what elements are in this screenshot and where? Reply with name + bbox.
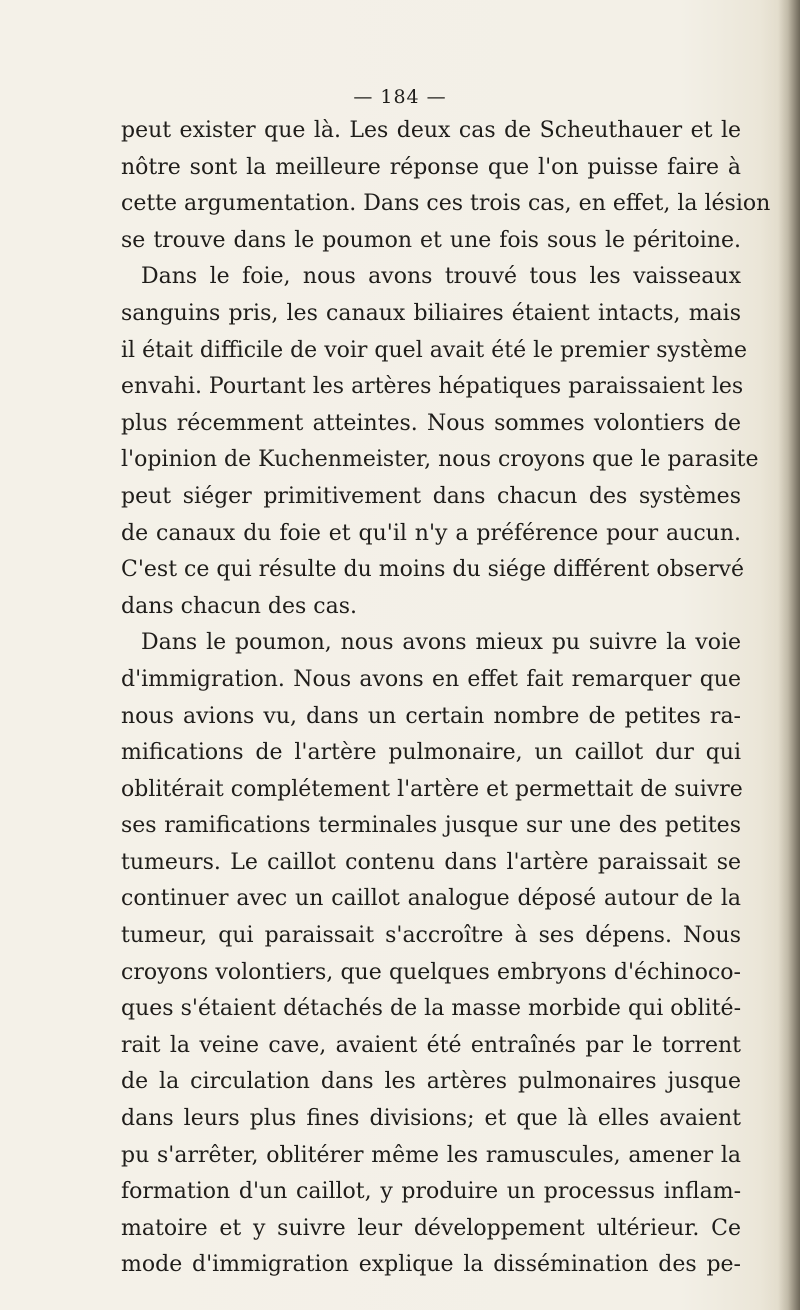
text-line: Dans le foie, nous avons trouvé tous les vaisseaux	[141, 264, 741, 290]
text-line: sanguins pris, les canaux biliaires étaient intacts, mais	[121, 300, 741, 326]
text-line: envahi. Pourtant les artères hépatiques paraissaient les	[121, 374, 744, 400]
text-line: dans chacun des cas.	[121, 593, 358, 619]
text-line: tumeur, qui paraissait s'accroître à ses dépens. Nous	[121, 923, 741, 949]
text-line: oblitérait complétement l'artère et permettait de suivre	[121, 776, 743, 802]
text-line: rait la veine cave, avaient été entraînés par le torrent	[121, 1032, 741, 1058]
text-line: C'est ce qui résulte du moins du siége différent observé	[121, 557, 744, 583]
text-line: peut exister que là. Les deux cas de Scheuthauer et le	[121, 118, 741, 143]
text-line: ses ramifications terminales jusque sur une des petites	[121, 813, 741, 839]
text-line: peut siéger primitivement dans chacun des systèmes	[121, 483, 741, 509]
text-line: nôtre sont la meilleure réponse que l'on puisse faire à	[121, 154, 741, 180]
text-line: cette argumentation. Dans ces trois cas, en effet, la lésion	[121, 191, 771, 217]
body-text	[121, 113, 771, 1284]
text-line: d'immigration. Nous avons en effet fait remarquer que	[121, 666, 741, 692]
text-line: croyons volontiers, que quelques embryons d'échinoco-	[121, 959, 741, 985]
text-line: tumeurs. Le caillot contenu dans l'artère paraissait se	[121, 849, 741, 875]
page-number: — 184 —	[353, 86, 447, 108]
text-line: se trouve dans le poumon et une fois sous le péritoine.	[121, 227, 741, 253]
text-line: de canaux du foie et qu'il n'y a préférence pour aucun.	[121, 520, 741, 546]
text-line: de la circulation dans les artères pulmonaires jusque	[121, 1069, 741, 1095]
text-line: il était difficile de voir quel avait été le premier système	[121, 337, 747, 363]
text-line: mode d'immigration explique la dissémination des pe-	[121, 1252, 741, 1278]
text-line: continuer avec un caillot analogue déposé autour de la	[121, 886, 741, 912]
text-line: dans leurs plus fines divisions; et que là elles avaient	[121, 1106, 741, 1132]
text-line: mifications de l'artère pulmonaire, un caillot dur qui	[121, 740, 741, 766]
text-line: matoire et y suivre leur développement ultérieur. Ce	[121, 1215, 741, 1241]
page-edge-shadow	[778, 0, 800, 1310]
text-line: pu s'arrêter, oblitérer même les ramuscules, amener la	[121, 1142, 741, 1168]
text-line: plus récemment atteintes. Nous sommes volontiers de	[121, 410, 741, 436]
text-line: Dans le poumon, nous avons mieux pu suivre la voie	[141, 630, 741, 656]
text-line: nous avions vu, dans un certain nombre de petites ra-	[121, 703, 741, 729]
text-line: ques s'étaient détachés de la masse morbide qui oblité-	[121, 996, 741, 1022]
text-line: formation d'un caillot, y produire un processus inflam-	[121, 1179, 741, 1205]
text-line: l'opinion de Kuchenmeister, nous croyons que le parasite	[121, 447, 759, 473]
